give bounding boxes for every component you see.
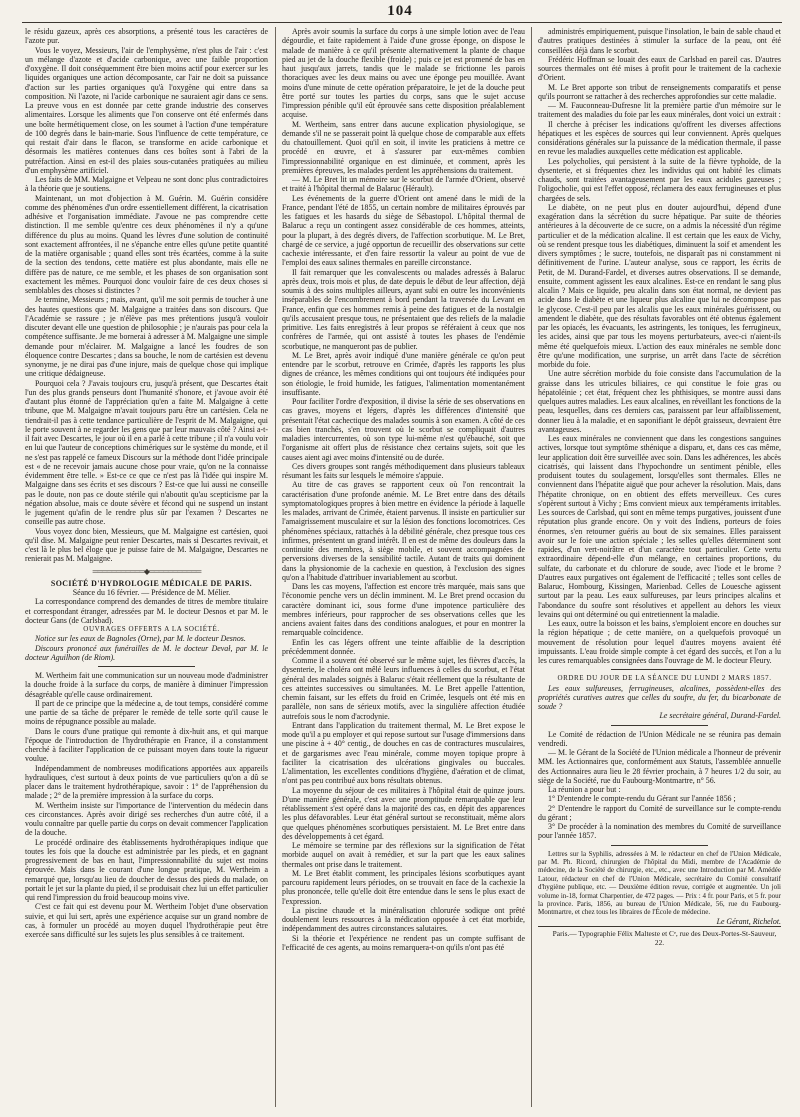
paragraph: Après avoir soumis la surface du corps à une simple lotion avec de l'eau dégourdie, et faite rapidement à l'aide d'une grosse éponge, on dispose le malade de manière à ce qu'il présente alternativement la plante de chaque pied au jet de la douche flexible (froide) ; puis ce jet est promené de bas en haut jusqu'aux jarrets, tandis que le malade se frictionne les parois thoraciques avec les deux mains ou avec une éponge peu mouillée. Avant moins d'une minute de cette opération préparatoire, le jet de la douche peut être porté sur toutes les parties du corps, sans que le sujet accuse l'impression pénible qu'il eût éprouvée sans cette disposition préalablement acquise.: [282, 27, 525, 120]
paragraph: M. Wertheim fait une communication sur un nouveau mode d'administrer la douche froide à la surface du corps, de manière à diminuer l'impression désagréable qu'elle cause ordinairement.: [25, 671, 268, 699]
paragraph: 1° D'entendre le compte-rendu du Gérant sur l'année 1856 ;: [548, 794, 736, 804]
paragraph: Les faits de MM. Malgaigne et Velpeau ne sont donc plus contradictoires à la théorie que je soutiens.: [25, 175, 268, 194]
liver-memoir: [538, 27, 781, 665]
printer-line: Paris.— Typographie Félix Malteste et Cᵉ, rue des Deux-Portes-St-Sauveur, 22.: [538, 926, 781, 948]
paragraph: — M. le Gérant de la Société de l'Union médicale a l'honneur de prévenir MM. les Actionnaires que, conformément aux Statuts, l'assemblée annuelle des Actionnaires aura lieu le 28 février prochain, à 7 heures 1/2 du soir, au siège de la Société, rue du Faubourg-Montmartre, n° 56.: [538, 748, 781, 785]
paragraph: Les événements de la guerre d'Orient ont amené dans le midi de la France, pendant l'été de 1855, un certain nombre de militaires éprouvés par les fatigues et les hasards du siège de Sébastopol. L'hôpital thermal de Balaruc a reçu un contingent assez considérable de ces hommes, atteints, pour la plupart, à des degrés divers, de l'affection scorbutique. M. Le Bret, chargé de ce service, a jugé opportun de recueillir des observations sur cette cachexie intéressante, et d'en faire ressortir la valeur au point de vue de l'emploi des eaux salines thermales en pareille circonstance.: [282, 193, 525, 268]
paragraph: M. Le Bret établit comment, les principales lésions scorbutiques ayant parcouru rapidement leurs périodes, on se trouvait en face de la cachexie la plus prononcée, telle qu'elle doit être entendue dans le sens le plus exact de l'expression.: [282, 868, 525, 906]
paragraph: 3° De procéder à la nomination des membres du Comité de surveillance pour l'année 1857.: [538, 822, 781, 841]
paragraph: La piscine chaude et la minéralisation chlorurée sodique ont prêté doublement leurs ressources à la médication opposée à cet état morbide, indépendamment des autres circonstances salutaires.: [282, 905, 525, 934]
paragraph: La réunion a pour but :: [548, 785, 621, 794]
paragraph: 2° D'entendre le rapport du Comité de surveillance sur le compte-rendu du gérant ;: [538, 803, 781, 822]
paragraph: Le mémoire se termine par des réflexions sur la signification de l'état morbide auquel on avait à remédier, et sur la part que les eaux salines thermales ont prise dans le traitement.: [282, 841, 525, 869]
header-rule: [22, 22, 782, 23]
committee-notices: [538, 730, 781, 841]
section-separator: [98, 666, 195, 667]
paragraph: Au titre de cas graves se rapportent ceux où l'on rencontrait la caractérisation d'une profonde anémie. M. Le Bret entre dans des détails symptomatologiques propres à bien mettre en évidence la période à laquelle les malades, arrivant de Crimée, étaient parvenus. Il insiste en particulier sur l'amaigrissement musculaire et sur la lésion des fonctions locomotrices. Ces phénomènes spéciaux, rattachés à la débilité générale, chez presque tous ces infirmes, présentent un grand intérêt. Il en est de même des douleurs dans la continuité des membres, à siège mobile, et souvent accompagnées de perversions diverses de la sensibilité tactile. Autant de traits qui dominent dans la physionomie de la cachexie en question, à l'exclusion des signes qu'on a l'habitude d'attribuer invariablement au scorbut.: [282, 480, 525, 582]
paragraph: Dans le cours d'une pratique qui remonte à dix-huit ans, et qui marque l'époque de l'introduction de l'hydrothérapie en France, il a constamment cherché à faciliter l'application de ce puissant moyen dans toute la rigueur voulue.: [25, 726, 268, 764]
paragraph: Comme il a souvent été observé sur le même sujet, les fièvres d'accès, la dysenterie, le choléra ont mêlé leurs influences à celles du scorbut, et l'état général des malades soignés à Balaruc s'était réellement que la résultante de ces atteintes successives ou simultanées. M. Le Bret appelle l'attention, chemin faisant, sur les effets du froid en Crimée, lesquels ont été mis en parallèle, non sans de sérieux motifs, avec la singulière affection étudiée autrefois sous le nom d'acrodynie.: [282, 656, 525, 721]
paragraph: Il cherche à préciser les indications qu'offrent les diverses affections hépatiques et les espèces de sources qui leur conviennent. Après quelques considérations générales sur la puissance de la médication thermale, il passe en revue les maladies auxquelles cette médication est applicable.: [538, 119, 781, 157]
wertheim-communication: [25, 671, 268, 939]
order-of-day-title: ORDRE DU JOUR DE LA SÉANCE DU LUNDI 2 MARS 1857.: [557, 674, 772, 683]
paragraph: Entrant dans l'application du traitement thermal, M. Le Bret expose le mode qu'il a pu employer et qui repose surtout sur l'usage d'immersions dans une piscine à + 40° centig., de douches en cas de contractures musculaires, et de gargarismes avec l'eau minérale, comme moyen topique propre à faciliter la cicatrisation des ulcérations gingivales ou buccales. L'alimentation, les excellentes conditions d'hygiène, d'aération et de climat, n'ont pas peu contribué aux bons résultats obtenus.: [282, 720, 525, 786]
paragraph: Frédéric Hoffman se louait des eaux de Carlsbad en pareil cas. D'autres sources thermales ont été mises à profit pour le traitement de la cachexie d'Orient.: [538, 54, 781, 83]
paragraph: Une autre sécrétion morbide du foie consiste dans l'accumulation de la graisse dans les utricules biliaires, ce qui constitue le foie gras ou hépatoléinie ; cet état, fréquent chez les phthisiques, se montre aussi dans quelques autres maladies. Les eaux alcalines, en réveillant les fonctions de la peau, lesquelles, dans ces derniers cas, paraissent par leur affaiblissement, donner lieu à la maladie, et en saponifiant le dépôt graisseux, devraient être avantageuses.: [538, 369, 781, 434]
paragraph: La moyenne du séjour de ces militaires à l'hôpital était de quinze jours. D'une manière générale, c'est avec une promptitude remarquable que leur rétablissement s'est opéré dans la majorité des cas, en dépit des apparences les plus défavorables. Leur état général surtout se reconstituait, même alors que quelques phénomènes scorbutiques persistaient. M. Le Bret entre dans des développements à cet égard.: [282, 785, 525, 841]
society-correspondence: [25, 597, 268, 625]
paragraph: Vous le voyez, Messieurs, l'air de l'emphysème, n'est plus de l'air : c'est un mélange d'azote et d'acide carbonique, avec une faible proportion d'oxygène. Il doit conséquemment être bien moins actif pour exercer sur les liquides organiques une action décomposante, car l'air ne doit sa puissance d'action sur les parties organiques qu'à l'oxygène qui entre dans sa composition. Ni l'azote, ni l'acide carbonique ne sauraient agir dans ce sens. La preuve vous en est donnée par cette grande industrie des conserves alimentaires. Lorsque les aliments que l'on conserve ont été enfermés dans une boîte hermétiquement close, on les soumet à l'action d'une température de 100 degrés dans le bain-marie. Sous l'influence de cette température, ce qui restait d'air dans le flacon, se transforme en acide carbonique et désormais les matières contenues dans ces boîtes sont à l'abri de la putréfaction. Ainsi en est-il des plaies sous-cutanées pratiquées au milieu d'un emphysème artificiel.: [25, 45, 268, 175]
works-heading: OUVRAGES OFFERTS A LA SOCIÉTÉ.: [83, 625, 220, 633]
paragraph: — M. Le Bret lit un mémoire sur le scorbut de l'armée d'Orient, observé et traité à l'hôpital thermal de Balaruc (Hérault).: [282, 175, 525, 194]
society-title: SOCIÉTÉ D'HYDROLOGIE MÉDICALE DE PARIS.: [50, 578, 253, 588]
secretary-signature: Le secrétaire général, Durand-Fardel.: [659, 711, 781, 721]
paragraph: Enfin les cas légers offrent une teinte affaiblie de la description précédemment donnée.: [282, 637, 525, 656]
paragraph: Indépendamment de nombreuses modifications apportées aux appareils hydrauliques, c'est surtout à deux points de vue particuliers qu'on a dû se placer dans le traitement hydrothérapique, savoir : 1° de l'appréhension du malade ; 2° de la première impression à la surface du corps.: [25, 763, 268, 801]
section-separator: [611, 669, 708, 670]
paragraph: Vous voyez donc bien, Messieurs, que M. Malgaigne est cartésien, quoi qu'il dise. M. Malgaigne peut renier Descartes, mais si Descartes revivait, et c'est là le plus bel éloge que je puisse faire de M. Malgaigne, Descartes ne renierait pas M. Malgaigne.: [25, 526, 268, 564]
paragraph: Notice sur les eaux de Bagnoles (Orne), par M. le docteur Desnos.: [35, 634, 246, 644]
paragraph: Les polycholies, qui persistent à la suite de la fièvre typhoïde, de la dysenterie, et si fréquentes chez les individus qui ont habité les climats chauds, sont traitées avantageusement par les eaux acidules gazeuses ; l'oligocholie, qui est l'effet opposé, réclamera des eaux ferrugineuses et plus chargées de sels.: [538, 156, 781, 203]
column-divider: [531, 27, 532, 1107]
paragraph: Pourquoi cela ? J'avais toujours cru, jusqu'à présent, que Descartes était l'un des plus grands penseurs dont l'humanité s'honore, et j'avoue avoir été d'autant plus étonné de l'appréciation qu'en a faite M. Malgaigne à cette tribune, que M. Malgaigne m'avait toujours paru être un cartésien. Cela ne tiendrait-il pas à cette tendance particulière de l'esprit de M. Malgaigne, qui le porte souvent à ne regarder les gens que par leur mauvais côté ? Ainsi a-t-il fait avec Descartes, le jour où il en a parlé à cette tribune ; il n'a voulu voir en lui que l'auteur de conceptions chimériques sur le système du monde, et il ne s'est pas rappelé ce fameux Discours sur la méthode dont l'idée principale est « de ne recevoir jamais aucune chose pour vraie, qu'on ne la connaisse évidemment être telle. » Est-ce ce que ce n'est pas là l'idée qui inspire M. Malgaigne dans ses écrits et ses discours ? Est-ce que lui aussi ne conseille pas le doute, non pas ce doute stérile qui n'aboutit qu'au scepticisme par la négation absolue, mais ce doute sévère et fécond qui ne suspend un instant le jugement qu'afin de le rendre plus sûr par l'examen ? Descartes ne conseille pas autre chose.: [25, 378, 268, 527]
scurvy-memoir: [282, 27, 525, 952]
paragraph: La correspondance comprend des demandes de titres de membre titulaire et correspondant étranger, adressées par M. le docteur Desnos et par M. le docteur Gans (de Carlsbad).: [25, 597, 268, 625]
paragraph: Dans les cas moyens, l'affection est encore très marquée, mais sans que l'économie penche vers un déclin imminent. M. Le Bret prend occasion du caractère dominant ici, sous forme d'une impotence particulière des membres inférieurs, pour rapprocher de ses observations celles que les anciens avaient faites dans des conditions analogues, et pour en montrer la remarquable coïncidence.: [282, 582, 525, 638]
paragraph: Il fait remarquer que les convalescents ou malades adressés à Balaruc après deux, trois mois et plus, de date depuis le début de leur affection, déjà soumis à des soins multiples ailleurs, ayant subi en outre les inconvénients inséparables de l'encombrement à bord pendant la traversée du Levant en France, enfin que ces hommes remis à peine des fatigues et de la nostalgie qu'ils accusaient presque tous, ne présentaient que des reliefs de la maladie primitive. Les faits enregistrés à leur propos se référaient à ceux que nos confrères de l'armée, qui ont assisté à toutes les phases de l'endémie scorbutique, ne manqueront pas de publier.: [282, 267, 525, 351]
section-separator: [611, 845, 708, 846]
academy-discussion: [25, 27, 268, 564]
paragraph: Le diabète, on ne peut plus en douter aujourd'hui, dépend d'une exagération dans la sécrétion du sucre hépatique. Par suite de théories antérieures à la découverte de ce sucre, on a admis la nécessité d'un régime particulier et de la médication alcaline. Il est certain que les eaux de Vichy, où se rendent presque tous les diabétiques, diminuent la soif et amendent les divers symptômes ; le sucre, toutefois, ne disparaît pas ni constamment ni définitivement de l'urine. L'auteur analyse, sous ce rapport, les écrits de Petit, de M. Durand-Fardel, et diverses autres observations. Il se demande, ensuite, comment agissent les eaux alcalines. Est-ce en rendant le sang plus alcalin ? Mais ce liquide, peu alcalin dans son état normal, ne devient pas acide dans le diabète et une liqueur plus alcaline que lui ne décompose pas le glycose. C'est-il peu par les alcalis que les eaux minérales guérissent, ou amendent le diabète, que des résultats favorables ont été obtenus également par les opiacés, les évacuants, les astringents, les toniques, les ferrugineux, les acides, ainsi que par tous les moyens perturbateurs, avec-ci n'aient-ils même été quelquefois mieux. L'action des eaux minérales ne semble donc être qu'une modification, une surprise, un arrêt dans l'acte de sécrétion morbide du foie.: [538, 202, 781, 369]
paragraph: C'est ce fait qui est devenu pour M. Wertheim l'objet d'une observation suivie, et qui lui sert, après une expérience acquise sur un grand nombre de cas, à formuler un procédé au moyen duquel l'hydrothérapie peut être exercée sans difficulté sur les sujets les plus sensibles à ce traitement.: [25, 902, 268, 939]
paragraph: le résidu gazeux, après ces absorptions, a présenté tous les caractères de l'azote pur.: [25, 27, 268, 46]
section-separator: ═══════════◆═══════════: [92, 566, 201, 576]
paragraph: Si la théorie et l'expérience ne rendent pas un compte suffisant de l'efficacité de ces agents, au moins remarquera-t-on qu'ils n'ont pas été: [282, 933, 525, 952]
book-notice: Lettres sur la Syphilis, adressées à M. le rédacteur en chef de l'Union Médicale, par M. Ph. Ricord, chirurgien de l'hôpital du Midi, membre de l'Académie de médecine, de la Société de chirurgie, etc., etc., avec une Introduction par M. Amédée Latour, rédacteur en chef de l'Union Médicale, secrétaire du Comité consultatif d'hygiène publique, etc. — Deuxième édition revue, corrigée et augmentée. Un joli volume in-18, format Charpentier, de 472 pages. — Prix : 4 fr. pour Paris, et 5 fr. pour la province. Paris, 1856, au bureau de l'Union Médicale, 56, rue du Faubourg-Montmartre, et chez tous les libraires de l'École de médecine.: [538, 849, 781, 917]
paragraph: Les eaux minérales ne conviennent que dans les congestions sanguines actives, lorsque tout symptôme sthénique a disparu, et, dans ces cas même, leur application doit être surveillée avec soin. Dans les adhérences, les abcès cicatrisés, qui laissent dans l'hypochondre un sentiment pénible, elles produisent toutes du soulagement, lorsqu'elles sont thermales. Elles ne conviennent dans l'hépatite aiguë que pour achever la résolution. Mais, dans l'hépatite chronique, on en obtient des effets merveilleux. Ces cures s'opèrent surtout à Vichy ; Ems convient mieux aux tempéraments irritables. Les sources de Carlsbad, qui sont en même temps purgatives, jouissent d'une réputation plus grande encore. On y voit des Indiens, porteurs de foies énormes, s'en retourner guéris au bout de six semaines. Elles paraissent avoir sur le foie une action spéciale ; les selles qu'elles déterminent sont rapides, d'un vert-noirâtre et d'un caractère tout particulier. Cette vertu extraordinaire dépend-elle d'un mélange, en certaines proportions, du sulfate, du carbonate et du chlorure de soude, avec l'iode et le brome ? D'autres eaux purgatives ont également de l'efficacité ; telles sont celles de Balaruc, Hombourg, Kissingen, Marienbad. Celles de Louesche agissent surtout par la peau. Les eaux sulfureuses, par leurs principes alcalins et l'abondance du soufre sont résolutives et appellent au dehors les vieux levains qui ont déterminé ou qui entretiennent la maladie.: [538, 434, 781, 619]
order-of-day-text: Les eaux sulfureuses, ferrugineuses, alcalines, possèdent-elles des propriétés curatives autres que celles du soufre, du fer, du bicarbonate de soude ?: [538, 683, 781, 711]
paragraph: Maintenant, un mot d'objection à M. Guérin. M. Guérin considère comme des phénomènes d'un ordre essentiellement différent, la cicatrisation adhésive et l'organisation immédiate. J'avoue ne pas comprendre cette distinction. Il me semble qu'entre ces deux phénomènes il n'y a qu'une différence du plus au moins. Quand les lèvres d'une solution de continuité sont exactement affrontées, il ne s'épanche entre elles qu'une petite quantité de la matière organisable ; quand elles sont très écartées, comme à la suite de la section des tendons, cette matière est plus abondante, mais elle ne diffère pas de nature, ce me semble, et les phases de son organisation sont exactement les mêmes. Pourquoi donc vouloir faire de ces deux choses si semblables des choses si distinctes ?: [25, 193, 268, 295]
paragraph: — M. Fauconneau-Dufresne lit la première partie d'un mémoire sur le traitement des maladies du foie par les eaux minérales, dont voici un extrait :: [538, 101, 781, 120]
paragraph: Je termine, Messieurs ; mais, avant, qu'il me soit permis de toucher à une des hautes questions que M. Malgaigne a traitées dans son discours. Que l'Académie se rassure ; je n'élève pas mes prétentions jusqu'à vouloir discuter devant elle une question de philosophie ; je n'aurais pas pour cela la compétence suffisante. Je me bornerai à adresser à M. Malgaigne une simple demande pour m'éclairer. M. Malgaigne a lancé les foudres de son éloquence contre Descartes ; dans sa bouche, le nom de cartésien est devenu synonyme, je ne dirai pas d'une injure, mais de quelque chose qui implique une critique dédaigneuse.: [25, 295, 268, 379]
paragraph: M. Wertheim insiste sur l'importance de l'intervention du médecin dans ces circonstances. Après avoir dirigé ses recherches d'un autre côté, il a voulu connaître par quelle partie du corps on devait commencer l'application de la douche.: [25, 800, 268, 838]
column-left: [25, 27, 268, 1112]
column-middle: [282, 27, 525, 1112]
paragraph: Les eaux, outre la boisson et les bains, s'emploient encore en douches sur la région hépatique ; de cette manière, on a quelquefois provoqué un mouvement de résolution pour lequel d'autres moyens avaient été impuissants. L'eau froide simple compte à cet égard des succès, et l'on a lu les cures remarquables consignées dans l'ouvrage de M. le docteur Fleury.: [538, 619, 781, 665]
paragraph: Discours prononcé aux funérailles de M. le docteur Devał, par M. le docteur Aguilhon (de Riom).: [25, 643, 268, 662]
paragraph: M. Le Bret, après avoir indiqué d'une manière générale ce qu'on peut entendre par le scorbut, retrouve en Crimée, d'après les rapports les plus dignes de créance, les mêmes conditions qui ont toujours été indiquées pour son étiologie, le froid humide, les fatigues, l'alimentation momentanément insuffisante.: [282, 350, 525, 397]
works-offered: [25, 634, 268, 662]
page-number: 104: [387, 3, 413, 19]
paragraph: Pour faciliter l'ordre d'exposition, il divise la série de ses observations en cas graves, moyens et légers, d'après les différences d'intensité que présentait l'état cachectique des malades soumis à son examen. A côté de ces cas bien tranchés, s'en trouvent où le scorbut se compliquait d'autres maladies intercurrentes, où son type lui-même n'est qu'ébauché, soit que l'organisme ait offert plus de résistance chez certains sujets, soit que les causes aient agi avec moins d'intensité ou de durée.: [282, 397, 525, 462]
paragraph: Il part de ce principe que la médecine a, de tout temps, considéré comme une partie de sa tâche de préparer le remède de telle sorte qu'il cause le moins de répugnance possible au malade.: [25, 698, 268, 727]
paragraph: Le procédé ordinaire des établissements hydrothérapiques indique que toutes les fois que la douche est administrée par les pieds, et en gagnant progressivement de bas en haut, l'impressionnabilité du sujet est moins éprouvée. Mais dans le courant d'une longue pratique, M. Wertheim a remarqué que, lorsqu'au lieu de doucher de dessus des pieds du malade, on portait le jet sur la plante du pied, il se produisait chez lui un effet particulier qui rend l'impression du froid beaucoup moins vive.: [25, 837, 268, 902]
paragraph: M. Le Bret apporte son tribut de renseignements comparatifs et pense qu'ils pourront se rattacher à des recherches approfondies sur cette maladie.: [538, 82, 781, 101]
paragraph: M. Wertheim, sans entrer dans aucune explication physiologique, se demande s'il ne se passerait point là quelque chose de comparable aux effets du chatouillement. Quoi qu'il en soit, il invite les praticiens à mettre ce procédé en œuvre, et à s'assurer par eux-mêmes combien l'impressionnabilité organique en est diminuée, et comment, après les premières épreuves, les malades perdent les appréhensions du traitement.: [282, 119, 525, 175]
paragraph: administrés empiriquement, puisque l'insolation, le bain de sable chaud et d'autres pratiques destinées à stimuler la surface de la peau, ont été conseillées déjà dans le scorbut.: [538, 27, 781, 55]
gerant-signature: Le Gérant, Richelot.: [716, 916, 781, 926]
section-separator: [611, 725, 708, 726]
society-session: Séance du 16 février. — Présidence de M. Mélier.: [72, 588, 231, 597]
column-divider: [275, 27, 276, 1107]
paragraph: Ces divers groupes sont rangés méthodiquement dans plusieurs tableaux résumant les faits sur lesquels le mémoire s'appuie.: [282, 461, 525, 480]
paragraph: Le Comité de rédaction de l'Union Médicale ne se réunira pas demain vendredi.: [538, 729, 781, 748]
column-right: [538, 27, 781, 1112]
